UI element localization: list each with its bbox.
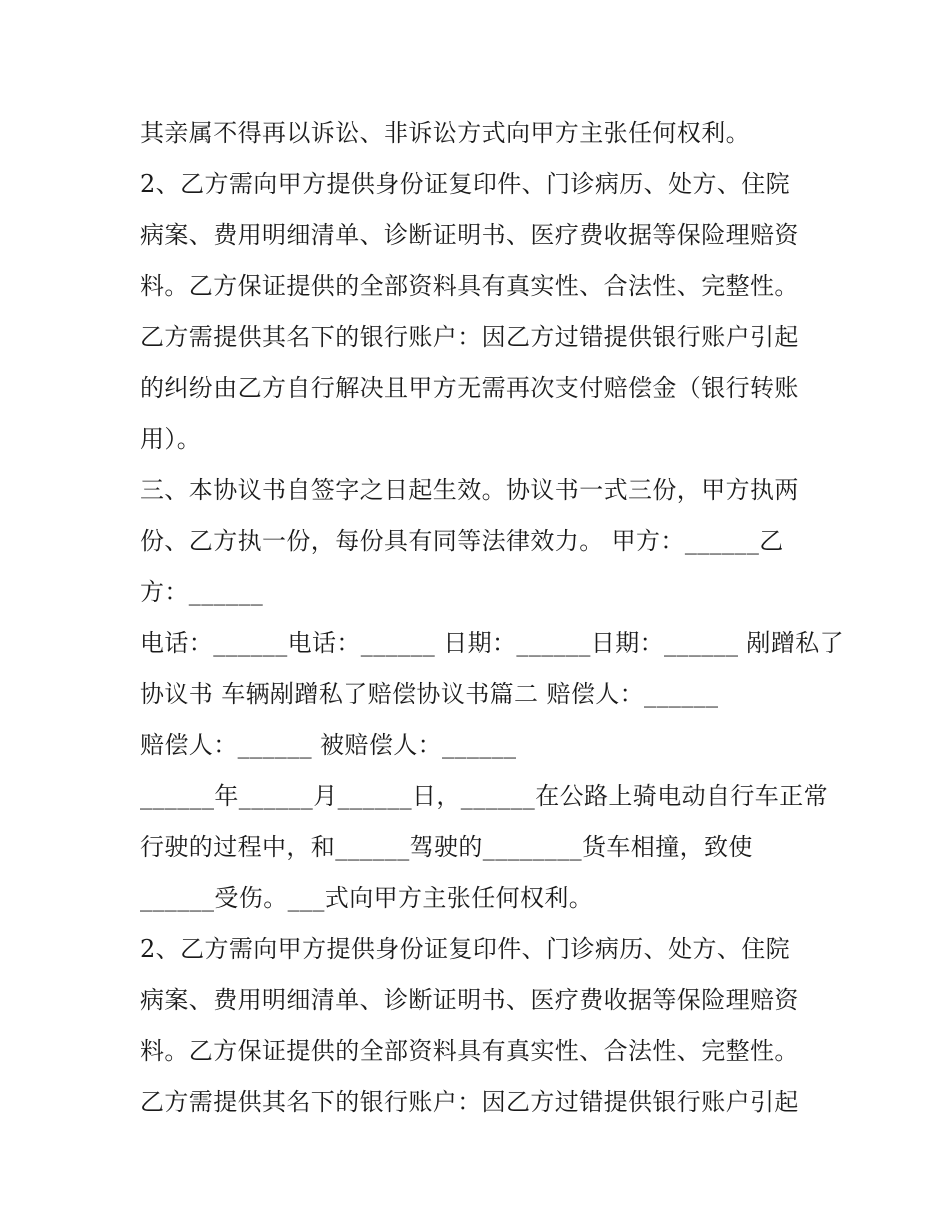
text-line: 料。乙方保证提供的全部资料具有真实性、合法性、完整性。 bbox=[140, 1037, 799, 1065]
text-line: 的纠纷由乙方自行解决且甲方无需再次支付赔偿金（银行转账 bbox=[140, 374, 799, 402]
text-line: 三、本协议书自签字之日起生效。协议书一式三份，甲方执两 bbox=[140, 476, 799, 504]
text-line: 病案、费用明细清单、诊断证明书、医疗费收据等保险理赔资 bbox=[140, 221, 799, 249]
text-line: 电话：______电话：______ 日期：______日期：______ 剐蹭私了 bbox=[140, 629, 845, 657]
text-line: 行驶的过程中，和______驾驶的________货车相撞，致使 bbox=[140, 833, 753, 861]
text-line: 乙方需提供其名下的银行账户：因乙方过错提供银行账户引起 bbox=[140, 323, 799, 351]
text-line: 赔偿人：______ 被赔偿人：______ bbox=[140, 731, 517, 759]
text-line: ______年______月______日，______在公路上骑电动自行车正常 bbox=[140, 782, 828, 810]
text-line: 料。乙方保证提供的全部资料具有真实性、合法性、完整性。 bbox=[140, 272, 799, 300]
text-line: 2、乙方需向甲方提供身份证复印件、门诊病历、处方、住院 bbox=[140, 935, 791, 963]
text-line: 2、乙方需向甲方提供身份证复印件、门诊病历、处方、住院 bbox=[140, 170, 791, 198]
text-line: 份、乙方执一份，每份具有同等法律效力。 甲方：______乙 bbox=[140, 527, 784, 555]
text-line: 其亲属不得再以诉讼、非诉讼方式向甲方主张任何权利。 bbox=[140, 119, 750, 147]
text-line: 方：______ bbox=[140, 578, 264, 606]
text-line: 病案、费用明细清单、诊断证明书、医疗费收据等保险理赔资 bbox=[140, 986, 799, 1014]
text-line: 乙方需提供其名下的银行账户：因乙方过错提供银行账户引起 bbox=[140, 1088, 799, 1116]
text-line: ______受伤。___式向甲方主张任何权利。 bbox=[140, 884, 594, 912]
document-body bbox=[140, 108, 845, 1128]
text-line: 协议书 车辆剐蹭私了赔偿协议书篇二 赔偿人：______ bbox=[140, 680, 719, 708]
text-line: 用）。 bbox=[140, 425, 202, 453]
